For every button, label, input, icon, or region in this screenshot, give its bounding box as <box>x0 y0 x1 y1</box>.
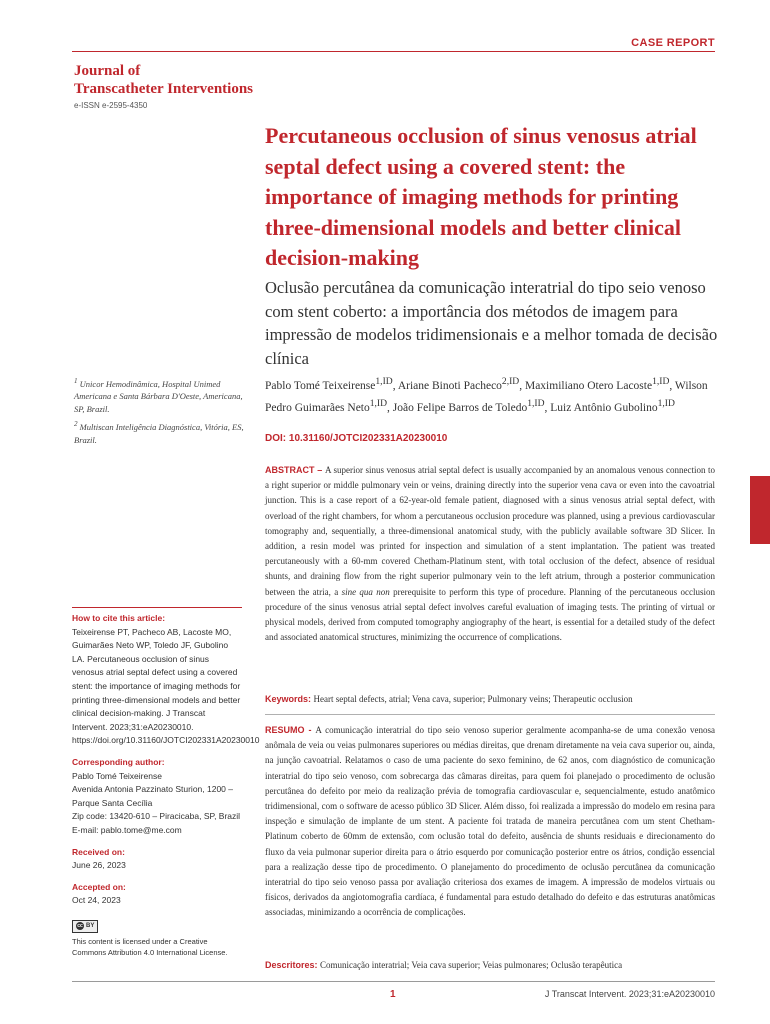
page-edge-tab <box>750 476 770 544</box>
cc-by-license-icon[interactable] <box>72 920 98 933</box>
affiliation-item: $^1$ Unicor Hemodinâmica, Hospital Unimed Americana e Santa Bárbara D'Oeste, Americana, SP, Brazil. <box>74 377 243 414</box>
accepted-date: Oct 24, 2023 <box>72 895 121 906</box>
sidebar-divider <box>72 607 242 608</box>
descritores-label: Descritores: <box>265 960 321 970</box>
journal-name-line2: Transcatheter Interventions <box>74 81 254 97</box>
author-name[interactable]: João Felipe Barros de Toledo$^{1,ID}$ <box>392 398 545 414</box>
keywords-label: Keywords: <box>265 694 314 704</box>
descritores: Descritores: Comunicação interatrial; Veia cava superior; Veias pulmonares; Oclusão terapêutica <box>265 960 623 970</box>
author-name[interactable]: Maximiliano Otero Lacoste$^{1,ID}$ <box>524 376 670 392</box>
cite-text[interactable]: Teixeirense PT, Pacheco AB, Lacoste MO, Guimarães Neto WP, Toledo JF, Gubolino LA. Percutaneous occlusion of sinus venosus atrial septal defect using a covered stent: the importance of imaging methods for printing three-dimensional models and better clinical decision-making. J Transcat Intervent. 2023;31:eA20230010. https://doi.org/10.31160/JOTCI202331A20230010 <box>72 626 260 746</box>
keywords-divider <box>265 714 715 715</box>
journal-eissn: e-ISSN e-2595-4350 <box>74 101 148 110</box>
by-icon: BY <box>86 923 95 930</box>
doi-link[interactable]: DOI: 10.31160/JOTCI202331A20230010 <box>265 433 448 444</box>
accepted-heading: Accepted on: <box>72 881 126 892</box>
article-subtitle-pt: Oclusão percutânea da comunicação interatrial do tipo seio venoso com stent coberto: a importância dos métodos de imagem para impressão de modelos tridimensionais e a melhor tomada de decisão clínica <box>265 278 718 368</box>
footer-citation: J Transcat Intervent. 2023;31:eA20230010 <box>544 989 715 999</box>
received-heading: Received on: <box>72 846 125 857</box>
resumo: RESUMO - A comunicação interatrial do tipo seio venoso superior geralmente acompanha-se de uma conexão venosa anômala de veia ou veias pulmonares superiores ou médias direitas, que drenam diretamente na veia cava superior ou, ainda, na junção cavoatrial. Relatamos o caso de uma paciente do sexo feminino, de 62 anos, com diagnóstico de comunicação interatrial do tipo seio venoso, com sobrecarga das câmaras direitas, para quem foi planejado o procedimento de oclusão percutânea do defeito por meio da realização prévia de tomografia cardiovascular e, sequencialmente, estudo anatômico tridimensional, com o software de acesso público 3D Slicer. Além disso, foi realizada a impressão do modelo em resina para inspeção e simulação de implante de um stent. A paciente foi tratada de maneira percutânea com um stent Chetham-Platinum coberto de 60mm de extensão, com oclusão total do defeito, ausência de shunts residuais e direcionamento do fluxo da veia pulmonar superior direita para o átrio esquerdo por comunicação posterior entre os átrios, condição essencial para a realização desse tipo de procedimento. O planejamento do procedimento de oclusão percutânea da comunicação interatrial do tipo seio venoso passa por avaliação criteriosa dos exames de imagem. A impressão de modelos virtuais ou físicos, derivados da angiotomografia cardíaca, é fundamental para estudo detalhado do defeito e das estruturas anatômicas associadas, minimizando a ocorrência de complicações. <box>265 725 715 918</box>
license-text: This content is licensed under a Creative Commons Attribution 4.0 International License. <box>72 936 228 957</box>
corresponding-author-name: Pablo Tomé Teixeirense <box>72 770 162 781</box>
cc-icon: cc <box>77 923 83 930</box>
journal-name-line1: Journal of <box>74 63 141 79</box>
footer-divider <box>72 981 715 982</box>
received-date: June 26, 2023 <box>72 860 126 871</box>
journal-name <box>74 62 253 98</box>
author-name[interactable]: Pablo Tomé Teixeirense$^{1,ID}$ <box>265 376 393 392</box>
article-info-sidebar <box>72 607 260 958</box>
author-list: Pablo Tomé Teixeirense$^{1,ID}$, Ariane Binoti Pacheco$^{2,ID}$, Maximiliano Otero Lacoste$^{1,ID}$, Wilson Pedro Guimarães Neto$^{1,ID}$, João Felipe Barros de Toledo$^{1,ID}$, Luiz Antônio Gubolino$^{1,ID}$ <box>265 376 708 414</box>
affiliation-item: $^2$ Multiscan Inteligência Diagnóstica, Vitória, ES, Brazil. <box>74 420 244 445</box>
corresponding-author-email[interactable]: E-mail: pablo.tome@me.com <box>72 824 182 835</box>
page-number: 1 <box>390 989 396 1000</box>
abstract-label: ABSTRACT – <box>265 465 326 475</box>
header-divider <box>72 51 715 52</box>
author-name[interactable]: Wilson Pedro Guimarães Neto$^{1,ID}$ <box>265 379 708 414</box>
abstract: ABSTRACT – A superior sinus venosus atrial septal defect is usually accompanied by an anomalous venous connection to a right superior or middle pulmonary vein or veins, draining directly into the superior vena cava or even into the cavoatrial junction. This is a case report of a 62-year-old female patient, diagnosed with a sinus venosus atrial septal defect, with overload of the right chambers, for whom a percutaneous occlusion procedure was planned, using a previous cardiovascular tomography and, sequentially, a three-dimensional anatomical study, with the publicly available software 3D Slicer. In addition, a resin model was printed for inspection and simulation of a stent implantation. The patient was treated percutaneously with a 60-mm covered Chetham-Platinum stent, with total occlusion of the defect, absence of residual shunts, and draining flow from the right superior pulmonary vein to the left atrium, through a posterior communication between the atria, a sine qua non prerequisite to perform this type of procedure. Planning of the percutaneous occlusion procedure of the sinus venosus atrial septal defect involves careful evaluation of imaging tests. The printing of virtual or physical models, derived from computed tomography angiography of the heart, is essential for a detailed study of the defect and associated anatomical structures, minimizing the occurrence of complications. <box>265 465 715 643</box>
resumo-label: RESUMO - <box>265 725 316 735</box>
corresponding-author-zip: Zip code: 13420-610 – Piracicaba, SP, Brazil <box>72 811 241 822</box>
corresponding-author-address: Avenida Antonia Pazzinato Sturion, 1200 – Parque Santa Cecília <box>72 784 233 808</box>
article-title: Percutaneous occlusion of sinus venosus atrial septal defect using a covered stent: the importance of imaging methods for printing three-dimensional models and better clinical decision-making <box>265 123 697 270</box>
keywords: Keywords: Heart septal defects, atrial; Vena cava, superior; Pulmonary veins; Therapeutic occlusion <box>265 694 633 704</box>
author-name[interactable]: Luiz Antônio Gubolino$^{1,ID}$ <box>550 398 675 414</box>
corresponding-author-heading: Corresponding author: <box>72 756 165 767</box>
author-name[interactable]: Ariane Binoti Pacheco$^{2,ID}$ <box>397 376 520 392</box>
section-label: CASE REPORT <box>631 37 715 49</box>
cite-heading: How to cite this article: <box>72 613 166 623</box>
affiliations <box>74 375 244 449</box>
